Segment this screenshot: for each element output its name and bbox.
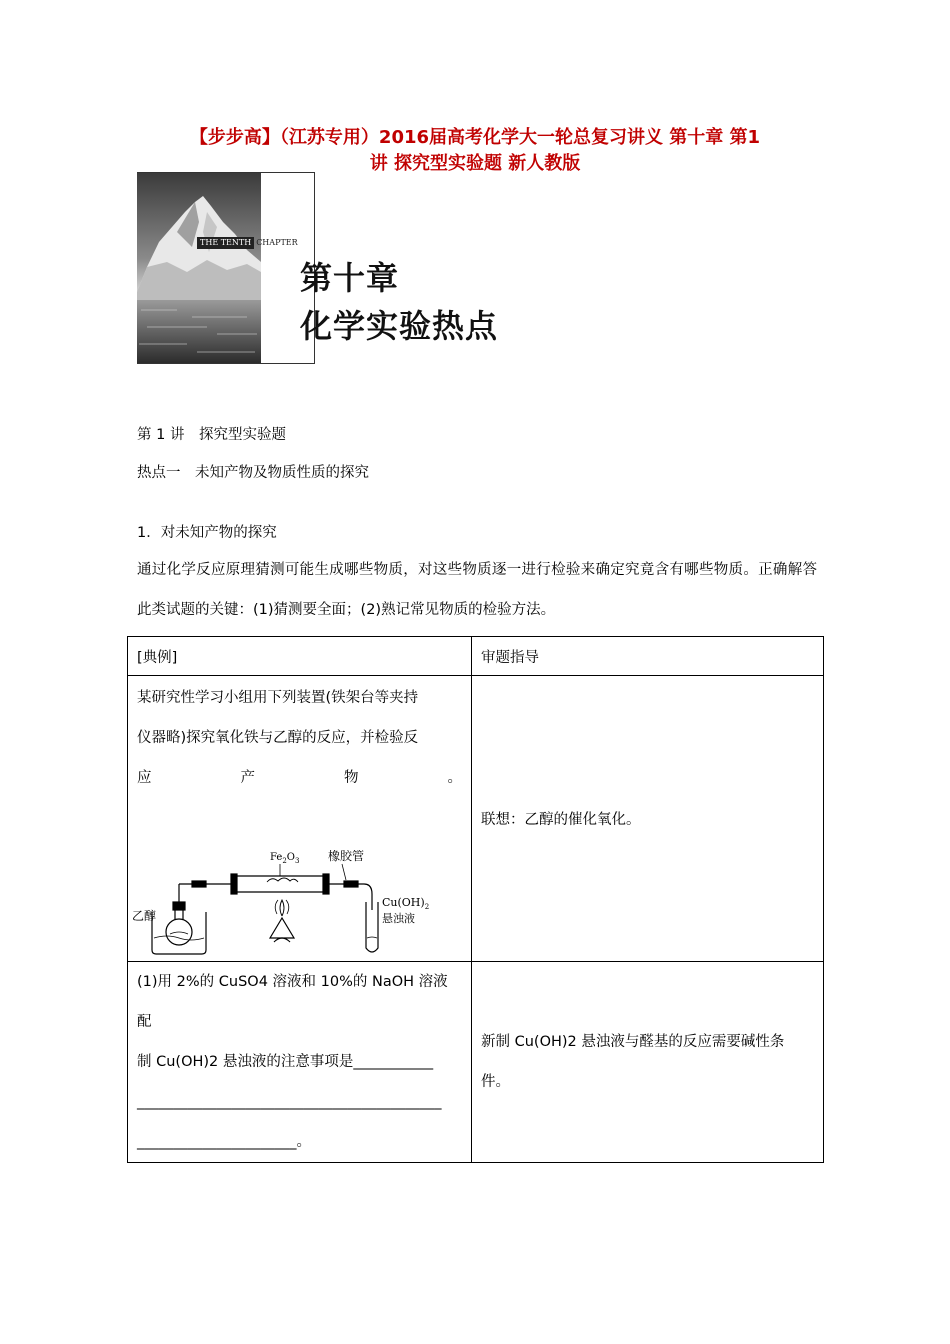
example-line-3: [137, 758, 462, 798]
guide-text-2: [481, 1022, 814, 1102]
chapter-band: [197, 237, 300, 249]
guide-cell-2: [472, 962, 824, 1163]
guide-text: 联想：乙醇的催化氧化。: [481, 812, 641, 828]
example-table: [127, 636, 824, 1163]
apparatus-diagram: [132, 850, 432, 960]
question-line-2: 制 Cu(OH)2 悬浊液的注意事项是___________: [137, 1054, 434, 1070]
spread-char: 物: [344, 770, 359, 786]
header-guide: 审题指导: [472, 637, 824, 676]
band-dark-text: THE TENTH: [197, 237, 254, 249]
label-o-sub: 3: [294, 857, 300, 865]
label-cuoh2: [382, 896, 429, 911]
spread-char: 产: [240, 770, 255, 786]
document-title: [118, 125, 832, 177]
chapter-number: 第十章: [300, 259, 400, 297]
title-line-1: 【步步高】（江苏专用）2016届高考化学大一轮总复习讲义 第十章 第1: [189, 127, 761, 148]
answer-blank-end: ______________________。: [137, 1134, 311, 1150]
chapter-title: 化学实验热点: [300, 307, 499, 345]
section-heading: 1．对未知产物的探究: [137, 525, 277, 541]
example-cell: [128, 676, 472, 962]
question-text: [137, 962, 462, 1162]
label-ethanol: 乙醇: [132, 909, 157, 923]
table-row: [128, 962, 824, 1163]
guide-line-1: 新制 Cu(OH)2 悬浊液与醛基的反应需要碱性条: [481, 1034, 785, 1050]
table-row: [128, 676, 824, 962]
chapter-cover: [137, 172, 507, 367]
guide-cell: [472, 676, 824, 962]
table-header-row: [128, 637, 824, 676]
example-text: [137, 678, 462, 798]
label-o: O: [286, 852, 295, 863]
example-line-1: 某研究性学习小组用下列装置(铁架台等夹持: [137, 690, 419, 706]
guide-line-2: 件。: [481, 1074, 510, 1090]
example-line-2: 仪器略)探究氧化铁与乙醇的反应，并检验反: [137, 730, 419, 746]
label-cu: Cu(OH): [382, 896, 425, 909]
header-example: [典例]: [128, 637, 472, 676]
label-suspension: 悬浊液: [382, 912, 415, 925]
question-line-1: (1)用 2%的 CuSO4 溶液和 10%的 NaOH 溶液配: [137, 974, 448, 1030]
spread-char: 。: [447, 770, 462, 786]
band-light-text: CHAPTER: [256, 238, 298, 247]
label-fe-sub: 2: [282, 857, 287, 865]
label-rubber-tube: 橡胶管: [328, 850, 365, 863]
answer-blank-line: __________________________________________: [137, 1094, 442, 1110]
cover-frame: [137, 172, 315, 364]
label-fe2o3: [270, 852, 299, 865]
hotspot-heading: 热点一 未知产物及物质性质的探究: [137, 465, 369, 481]
title-line-2: 讲 探究型实验题 新人教版: [369, 153, 581, 174]
question-cell: [128, 962, 472, 1163]
lecture-heading: 第 1 讲 探究型实验题: [137, 427, 286, 443]
label-cu-sub: 2: [424, 903, 430, 911]
spread-char: 应: [137, 770, 152, 786]
label-fe: Fe: [270, 852, 283, 863]
section-body: 通过化学反应原理猜测可能生成哪些物质，对这些物质逐一进行检验来确定究竟含有哪些物质。正确解答此类试题的关键：(1)猜测要全面；(2)熟记常见物质的检验方法。: [137, 562, 817, 618]
